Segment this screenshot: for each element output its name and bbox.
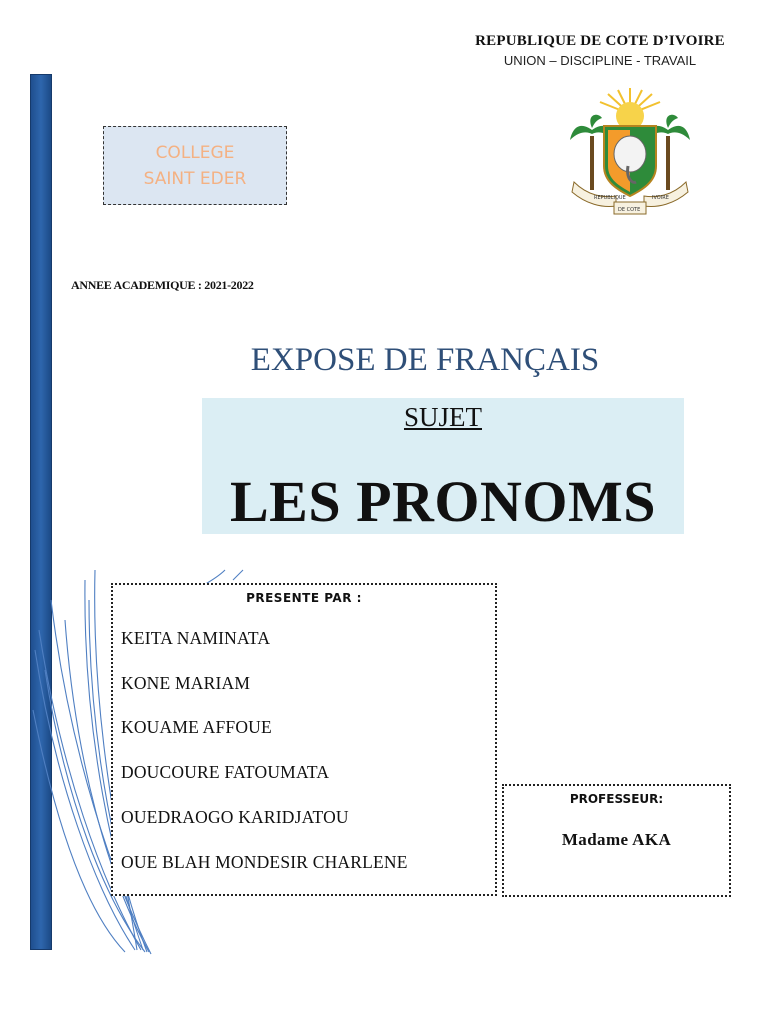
student-name: DOUCOURE FATOUMATA (121, 762, 330, 782)
country-title: REPUBLIQUE DE COTE D’IVOIRE (475, 33, 725, 49)
college-name-box (103, 126, 287, 205)
emblem-banner-left: REPUBLIQUE (594, 195, 626, 201)
expose-title: EXPOSE DE FRANÇAIS (250, 342, 600, 378)
national-motto: UNION – DISCIPLINE - TRAVAIL (503, 53, 697, 68)
student-name: OUE BLAH MONDESIR CHARLENE (121, 852, 408, 872)
emblem-banner-bottom: DE COTE (618, 207, 641, 213)
academic-year: ANNEE ACADEMIQUE : 2021-2022 (71, 278, 254, 292)
college-line-1: COLLEGE (155, 142, 235, 163)
professor-name: Madame AKA (561, 830, 672, 849)
presenters-label: PRESENTE PAR : (246, 591, 362, 605)
student-name: KOUAME AFFOUE (121, 717, 272, 737)
professor-label: PROFESSEUR: (569, 792, 664, 806)
college-line-2: SAINT EDER (143, 168, 247, 189)
subject-label: SUJET (403, 402, 482, 432)
student-name: OUEDRAOGO KARIDJATOU (121, 807, 349, 827)
coat-of-arms-icon (568, 86, 692, 218)
student-name: KONE MARIAM (121, 673, 251, 693)
emblem-banner-right: IVOIRE (652, 195, 669, 201)
student-name: KEITA NAMINATA (121, 628, 271, 648)
subject-title: LES PRONOMS (229, 469, 657, 534)
